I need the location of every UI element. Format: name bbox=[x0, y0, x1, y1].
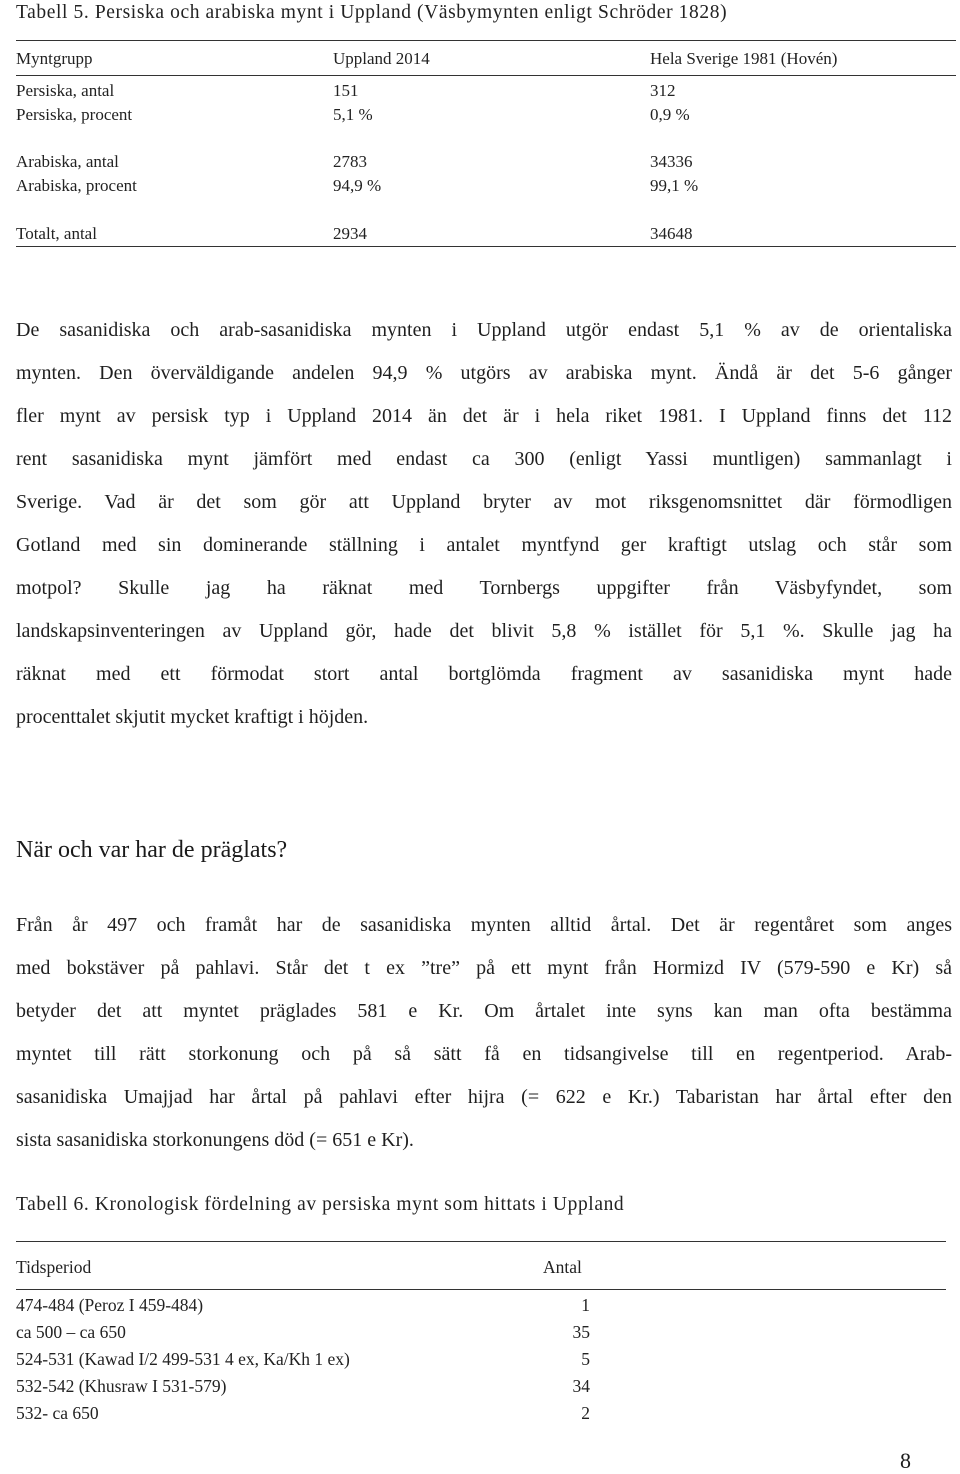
paragraph-line: rent sasanidiska mynt jämfört med endast ca 300 (enligt Yassi muntligen) sammanlagt i bbox=[16, 448, 952, 470]
table-cell: 532- ca 650 bbox=[16, 1403, 99, 1423]
page-number: 8 bbox=[900, 1448, 911, 1473]
table5-header-sverige: Hela Sverige 1981 (Hovén) bbox=[650, 49, 838, 68]
table-cell: 5,1 % bbox=[333, 105, 373, 124]
table5-caption: Tabell 5. Persiska och arabiska mynt i Uppland (Väsbymynten enligt Schröder 1828) bbox=[16, 2, 728, 23]
table5-top-rule bbox=[16, 40, 956, 41]
paragraph-line: motpol? Skulle jag ha räknat med Tornbergs uppgifter från Väsbyfyndet, som bbox=[16, 577, 952, 599]
table5-header-group: Myntgrupp bbox=[16, 49, 93, 68]
table-cell: Arabiska, antal bbox=[16, 152, 119, 171]
paragraph-line: mynten. Den överväldigande andelen 94,9 % utgörs av arabiska mynt. Ändå är det 5-6 gånger bbox=[16, 362, 952, 384]
table5-header-rule bbox=[16, 75, 956, 76]
paragraph-line: sista sasanidiska storkonungens död (= 651 e Kr). bbox=[16, 1129, 414, 1151]
paragraph-line: procenttalet skjutit mycket kraftigt i höjden. bbox=[16, 706, 369, 728]
table-cell: 151 bbox=[333, 81, 359, 100]
table6-header-count: Antal bbox=[543, 1257, 582, 1277]
table-cell: 1 bbox=[581, 1295, 590, 1315]
paragraph-line: myntet till rätt storkonung och på så sätt få en tidsangivelse till en regentperiod. Arab- bbox=[16, 1043, 952, 1065]
table-cell: 474-484 (Peroz I 459-484) bbox=[16, 1295, 204, 1315]
table-cell: 5 bbox=[581, 1349, 590, 1369]
table-cell: 34 bbox=[572, 1376, 590, 1396]
table-cell: Arabiska, procent bbox=[16, 176, 137, 195]
table-cell: Persiska, antal bbox=[16, 81, 115, 100]
paragraph-line: Gotland med sin dominerande ställning i antalet myntfynd ger kraftigt utslag och står som bbox=[16, 534, 952, 556]
table5-header-uppland: Uppland 2014 bbox=[333, 49, 430, 68]
table-cell: Totalt, antal bbox=[16, 224, 97, 243]
paragraph-line: Sverige. Vad är det som gör att Uppland bryter av mot riksgenomsnittet där förmodligen bbox=[16, 491, 952, 513]
table-cell: 524-531 (Kawad I/2 499-531 4 ex, Ka/Kh 1 ex) bbox=[16, 1349, 350, 1369]
paragraph-line: landskapsinventeringen av Uppland gör, hade det blivit 5,8 % istället för 5,1 %. Skulle jag ha bbox=[16, 620, 952, 642]
paragraph-line: fler mynt av persisk typ i Uppland 2014 än det är i hela riket 1981. I Uppland finns det 112 bbox=[16, 405, 952, 427]
paragraph-line: räknat med ett förmodat stort antal bortglömda fragment av sasanidiska mynt hade bbox=[16, 663, 952, 685]
table-cell: 2934 bbox=[333, 224, 367, 243]
table6-top-rule bbox=[16, 1241, 946, 1242]
paragraph-line: betyder det att myntet präglades 581 e Kr. Om årtalet inte syns kan man ofta bestämma bbox=[16, 1000, 952, 1022]
table5-bottom-rule bbox=[16, 246, 956, 247]
table-cell: 312 bbox=[650, 81, 676, 100]
table-cell: 34648 bbox=[650, 224, 693, 243]
table6-header-rule bbox=[16, 1289, 946, 1290]
paragraph-line: med bokstäver på pahlavi. Står det t ex ”tre” på ett mynt från Hormizd IV (579-590 e Kr) så bbox=[16, 957, 952, 979]
paragraph-line: De sasanidiska och arab-sasanidiska mynten i Uppland utgör endast 5,1 % av de orientaliska bbox=[16, 319, 952, 341]
table-cell: 35 bbox=[572, 1322, 590, 1342]
table6-caption: Tabell 6. Kronologisk fördelning av persiska mynt som hittats i Uppland bbox=[16, 1194, 625, 1215]
table-cell: 532-542 (Khusraw I 531-579) bbox=[16, 1376, 227, 1396]
table6-header-period: Tidsperiod bbox=[16, 1257, 92, 1277]
paragraph-line: Från år 497 och framåt har de sasanidiska mynten alltid årtal. Det är regentåret som anges bbox=[16, 914, 952, 936]
section-heading: När och var har de präglats? bbox=[16, 837, 288, 863]
table-cell: 94,9 % bbox=[333, 176, 382, 195]
paragraph-line: sasanidiska Umajjad har årtal på pahlavi efter hijra (= 622 e Kr.) Tabaristan har årtal efter den bbox=[16, 1086, 952, 1108]
table-cell: 0,9 % bbox=[650, 105, 690, 124]
table-cell: 2 bbox=[581, 1403, 590, 1423]
table-cell: 99,1 % bbox=[650, 176, 699, 195]
table-cell: Persiska, procent bbox=[16, 105, 133, 124]
table-cell: 2783 bbox=[333, 152, 367, 171]
table-cell: 34336 bbox=[650, 152, 693, 171]
table-cell: ca 500 – ca 650 bbox=[16, 1322, 126, 1342]
